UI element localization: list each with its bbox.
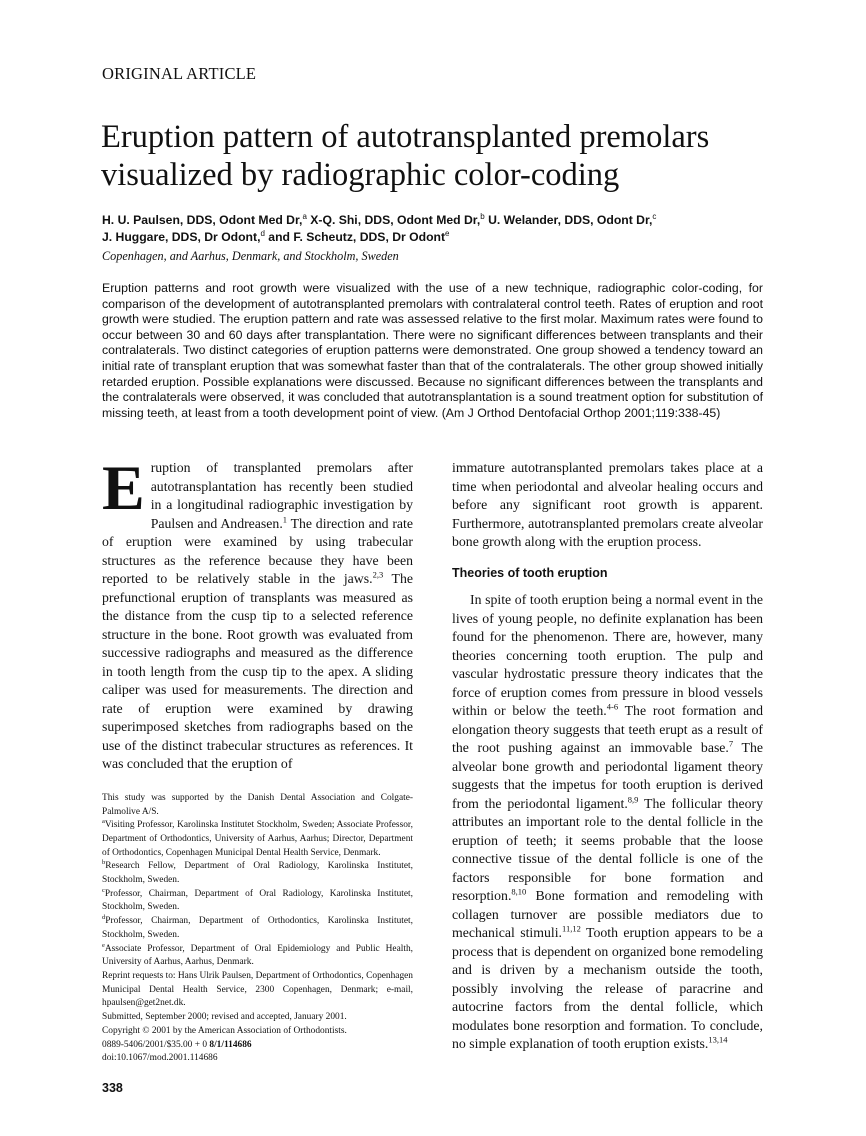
section-heading: Theories of tooth eruption: [452, 565, 608, 580]
author-list: [102, 212, 742, 246]
text-run: ruption of transplanted premolars after autotransplantation has recently been studied in a longitudinal radiographic investigation by Paulsen and Andreasen.: [150, 460, 413, 531]
reference-superscript: 4-6: [606, 701, 619, 712]
article-title: Eruption pattern of autotransplanted premolars visualized by radiographic color-coding: [101, 119, 710, 193]
text-run: The direction and rate of eruption were examined by using trabecular structures as the reference because they have been reported to be relatively stable in the jaws.: [102, 515, 413, 587]
body-paragraph: [452, 459, 763, 552]
text-run: Copyright © 2001 by the American Association of Orthodontists.: [102, 1025, 347, 1036]
affiliation-marker: e: [445, 228, 450, 238]
text-run: The follicular theory attributes an important role to the dental follicle in the eruption of teeth; it seems probable that the loose connective tissue of the dental follicle is one of the factors responsible for bone formation and resorption.: [452, 795, 763, 904]
footnote: [102, 1011, 413, 1025]
footnote: [102, 970, 413, 1011]
text-run: The alveolar bone growth and periodontal ligament theory suggests that the impetus for tooth eruption is derived from the periodontal ligament.: [452, 740, 764, 811]
text-run: doi:10.1067/mod.2001.114686: [102, 1053, 218, 1064]
reference-superscript: 8,10: [511, 886, 527, 897]
reference-superscript: a: [102, 818, 105, 826]
body-columns: [102, 452, 764, 1066]
text-run: The root formation and elongation theory suggests that teeth erupt as a result of the root pushing against an immovable base.: [452, 703, 763, 756]
author-name: J. Huggare, DDS, Dr Odont,: [102, 230, 261, 244]
affiliation-marker: c: [652, 211, 657, 221]
text-run: Submitted, September 2000; revised and accepted, January 2001.: [102, 1012, 347, 1023]
drop-cap: E: [102, 452, 145, 524]
footnote: [102, 943, 413, 970]
body-column-right: [452, 459, 763, 1054]
body-column-left: [102, 452, 413, 1066]
text-run: Professor, Chairman, Department of Orthodontics, Karolinska Institutet, Stockholm, Sweden.: [102, 916, 413, 940]
text-run: Tooth eruption appears to be a process that is dependent on organized bone remodeling and is driven by a mechanism outside the tooth, possibly involving the release of paracrine and autocrine factors from the dental follicle, which modulates bone resorption and formation. To conclude, no simple explanation of tooth eruption exists.: [452, 925, 763, 1052]
text-run: 0889-5406/2001/$35.00 + 0: [102, 1039, 210, 1050]
footnote: [102, 792, 413, 819]
text-run: This study was supported by the Danish Dental Association and Colgate-Palmolive A/S.: [102, 792, 413, 817]
reference-superscript: b: [102, 859, 106, 867]
footnotes: [102, 792, 413, 1066]
author-name: X-Q. Shi, DDS, Odont Med Dr,: [306, 213, 481, 227]
author-name: and F. Scheutz, DDS, Dr Odont: [264, 230, 446, 244]
reference-superscript: e: [102, 941, 105, 949]
reference-superscript: 7: [728, 738, 734, 749]
author-name: H. U. Paulsen, DDS, Odont Med Dr,: [102, 213, 303, 227]
text-run: In spite of tooth eruption being a normal event in the lives of young people, no definite explanation has been found for the phenomenon. There are, however, many theories concerning tooth eruption. The pulp and vascular hydrostatic pressure theory indicates that the force of eruption comes from pressure in blood vessels within or below the teeth.: [452, 592, 763, 719]
article-type-label: ORIGINAL ARTICLE: [102, 64, 257, 83]
text-run: Reprint requests to: Hans Ulrik Paulsen, Department of Orthodontics, Copenhagen Municipal Dental Health Service, 2300 Copenhagen, Denmark; e-mail, hpaulsen@get2net.dk.: [102, 970, 413, 1009]
reference-superscript: d: [102, 914, 106, 922]
text-run: Associate Professor, Department of Oral Epidemiology and Public Health, University of Aarhus, Aarhus, Denmark.: [102, 943, 413, 968]
footnote: [102, 1039, 413, 1053]
footnote: [102, 860, 413, 887]
text-run: immature autotransplanted premolars takes place at a time when periodontal and alveolar healing occurs and before any significant root growth is apparent. Furthermore, autotransplanted premolars create alveolar bone growth along with the eruption process.: [452, 460, 763, 550]
footnote: [102, 819, 413, 860]
text-run: Research Fellow, Department of Oral Radiology, Karolinska Institutet, Stockholm, Sweden.: [102, 861, 413, 886]
manuscript-id: 8/1/114686: [209, 1039, 252, 1050]
reference-superscript: 2,3: [372, 569, 384, 580]
author-locations: Copenhagen, and Aarhus, Denmark, and Stockholm, Sweden: [102, 249, 399, 263]
body-paragraph: [102, 452, 413, 774]
page-number: 338: [102, 1080, 123, 1095]
text-run: Bone formation and remodeling with collagen turnover are possible mediators due to mechanical stimuli.: [452, 888, 763, 941]
reference-superscript: 13,14: [708, 1034, 728, 1045]
body-paragraph: [452, 591, 763, 1054]
reference-superscript: 8,9: [627, 794, 639, 805]
reference-superscript: 11,12: [562, 923, 581, 934]
footnote: [102, 915, 413, 942]
affiliation-marker: b: [480, 211, 485, 221]
text-run: Visiting Professor, Karolinska Institutet Stockholm, Sweden; Associate Professor, Department of Orthodontics, University of Aarhus, Aarhus; Director, Department of Orthodontics, Copenhagen Municipal Dental Health Service, Denmark.: [102, 820, 413, 858]
footnote: [102, 888, 413, 915]
footnote: [102, 1052, 413, 1066]
reference-superscript: c: [102, 886, 105, 894]
footnote: [102, 1025, 413, 1039]
reference-superscript: 1: [282, 514, 288, 525]
text-run: The prefunctional eruption of transplants was measured as the distance from the cusp tip to a selected reference structure in the bone. Root growth was evaluated from successive radiographs and measured as the difference in tooth length from the cusp tip to the apex. A sliding caliper was used for measurements. The direction and rate of eruption were examined by drawing superimposed sketches from radiographs based on the use of the distinct trabecular structures as references. It was concluded that the eruption of: [102, 571, 413, 772]
affiliation-marker: a: [302, 211, 307, 221]
affiliation-marker: d: [260, 228, 265, 238]
text-run: Professor, Chairman, Department of Oral Radiology, Karolinska Institutet, Stockholm, Sweden.: [102, 888, 413, 913]
author-name: U. Welander, DDS, Odont Dr,: [484, 213, 653, 227]
abstract: Eruption patterns and root growth were visualized with the use of a new technique, radiographic color-coding, for comparison of the development of autotransplanted premolars with contralateral control teeth. Rates of eruption and root growth were studied. The eruption pattern and rate was assessed relative to the first molar. Maximum rates were found to occur between 30 and 60 days after transplantation. There were no significant differences between transplants and their contralaterals. Two distinct categories of eruption patterns were demonstrated. One group showed a tendency toward an initial rate of transplant eruption that was somewhat faster than that of the contralaterals. The other group showed initially retarded eruption. Possible explanations were discussed. Because no significant differences between the transplants and the contralaterals were observed, it was concluded that autotransplantation is a sound treatment option for substitution of missing teeth, at least from a tooth development point of view. (Am J Orthod Dentofacial Orthop 2001;119:338-45): [102, 281, 763, 420]
